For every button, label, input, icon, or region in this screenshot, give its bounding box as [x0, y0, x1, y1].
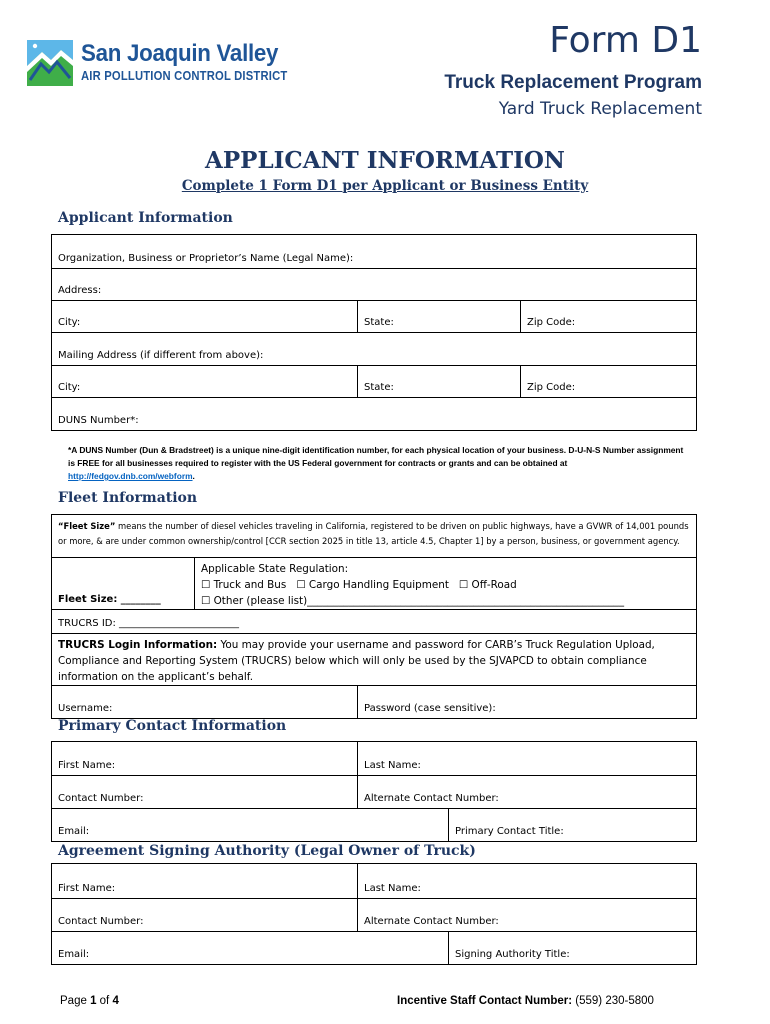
username-field[interactable]: Username: — [58, 703, 113, 714]
regulation-options — [194, 558, 696, 609]
program-name: Truck Replacement Program — [444, 72, 702, 93]
signing-authority-heading: Agreement Signing Authority (Legal Owner of Truck) — [58, 843, 476, 859]
fleet-heading: Fleet Information — [58, 490, 198, 506]
fleet-size-definition — [52, 515, 696, 557]
page-total: 4 — [112, 995, 119, 1007]
signing-email-field[interactable]: Email: — [58, 949, 90, 960]
page-subtitle: Complete 1 Form D1 per Applicant or Business Entity — [181, 178, 589, 194]
signing-first-name-field[interactable]: First Name: — [58, 883, 116, 894]
fleet-table — [51, 514, 697, 719]
mountain-logo-icon — [27, 40, 73, 86]
org-name-field[interactable]: Organization, Business or Proprietor’s Name (Legal Name): — [58, 253, 354, 264]
state-field[interactable]: State: — [357, 301, 520, 332]
staff-contact-label: Incentive Staff Contact Number: — [397, 995, 573, 1007]
subprogram-name: Yard Truck Replacement — [498, 99, 702, 119]
page-word: Page — [60, 995, 91, 1007]
cargo-handling-checkbox[interactable]: ☐ Cargo Handling Equipment — [296, 579, 449, 591]
city-field[interactable]: City: — [58, 317, 81, 328]
password-field[interactable]: Password (case sensitive): — [357, 686, 696, 718]
signing-contact-number-field[interactable]: Contact Number: — [58, 916, 144, 927]
primary-email-field[interactable]: Email: — [58, 826, 90, 837]
other-regulation-checkbox[interactable]: ☐ Other (please list)_____________________________________________________________ — [201, 595, 625, 607]
regulation-label: Applicable State Regulation: — [201, 563, 349, 575]
signing-last-name-field[interactable]: Last Name: — [357, 864, 696, 898]
duns-note — [68, 444, 688, 483]
mailing-city-field[interactable]: City: — [58, 382, 81, 393]
staff-contact — [397, 995, 654, 1007]
trucrs-id-field[interactable]: TRUCRS ID: ________________________ — [58, 618, 240, 629]
form-code: Form D1 — [549, 20, 702, 61]
trucrs-login-info — [52, 634, 696, 685]
page-number — [60, 995, 119, 1007]
primary-contact-number-field[interactable]: Contact Number: — [58, 793, 144, 804]
duns-note-end: . — [192, 471, 195, 481]
primary-title-field[interactable]: Primary Contact Title: — [448, 809, 696, 841]
mailing-zip-field[interactable]: Zip Code: — [520, 366, 696, 397]
logo-line-1: San Joaquin Valley — [81, 40, 279, 67]
signing-authority-table — [51, 863, 697, 965]
duns-note-text: *A DUNS Number (Dun & Bradstreet) is a unique nine-digit identification number, for each physical location of your business. D-U-N-S Number assignment is FREE for all businesses required to register with the US Federal government for contracts or grants and can be obtained at — [68, 445, 684, 468]
primary-last-name-field[interactable]: Last Name: — [357, 742, 696, 775]
primary-first-name-field[interactable]: First Name: — [58, 760, 116, 771]
primary-contact-table — [51, 741, 697, 842]
logo-line-2: AIR POLLUTION CONTROL DISTRICT — [81, 69, 288, 83]
page-num: 1 — [90, 995, 97, 1007]
district-logo — [27, 40, 287, 88]
primary-contact-heading: Primary Contact Information — [58, 718, 287, 734]
truck-bus-checkbox[interactable]: ☐ Truck and Bus — [201, 579, 287, 591]
staff-contact-phone: (559) 230-5800 — [572, 995, 654, 1007]
duns-field[interactable]: DUNS Number*: — [58, 415, 139, 426]
signing-title-field[interactable]: Signing Authority Title: — [448, 932, 696, 964]
page-title: APPLICANT INFORMATION — [205, 147, 565, 174]
signing-alt-contact-field[interactable]: Alternate Contact Number: — [357, 899, 696, 931]
trucrs-login-label: TRUCRS Login Information: — [58, 639, 218, 651]
applicant-heading: Applicant Information — [58, 210, 233, 226]
trucrs-login-text: You may provide your username and password for CARB’s Truck Regulation Upload, Compliance and Reporting System (TRUCRS) below which will only be used by the SJVAPCD to obtain compliance information on the applicant’s behalf. — [58, 639, 655, 683]
primary-alt-contact-field[interactable]: Alternate Contact Number: — [357, 776, 696, 808]
applicant-table — [51, 234, 697, 431]
mailing-state-field[interactable]: State: — [357, 366, 520, 397]
zip-field[interactable]: Zip Code: — [520, 301, 696, 332]
fleet-size-term: “Fleet Size” — [58, 521, 116, 531]
mailing-address-field[interactable]: Mailing Address (if different from above): — [58, 350, 264, 361]
off-road-checkbox[interactable]: ☐ Off-Road — [458, 579, 517, 591]
fleet-size-def-text: means the number of diesel vehicles traveling in California, registered to be driven on public highways, have a GVWR of 14,001 pounds or more, & are under common ownership/control [CCR section 2025 in title 13, article 4.5, Chapter 1] by a person, business, or government agency. — [58, 521, 689, 546]
address-field[interactable]: Address: — [58, 285, 102, 296]
of-word: of — [96, 995, 113, 1007]
fleet-size-field[interactable]: Fleet Size: ________ — [58, 594, 161, 605]
duns-link[interactable]: http://fedgov.dnb.com/webform — [68, 471, 193, 481]
